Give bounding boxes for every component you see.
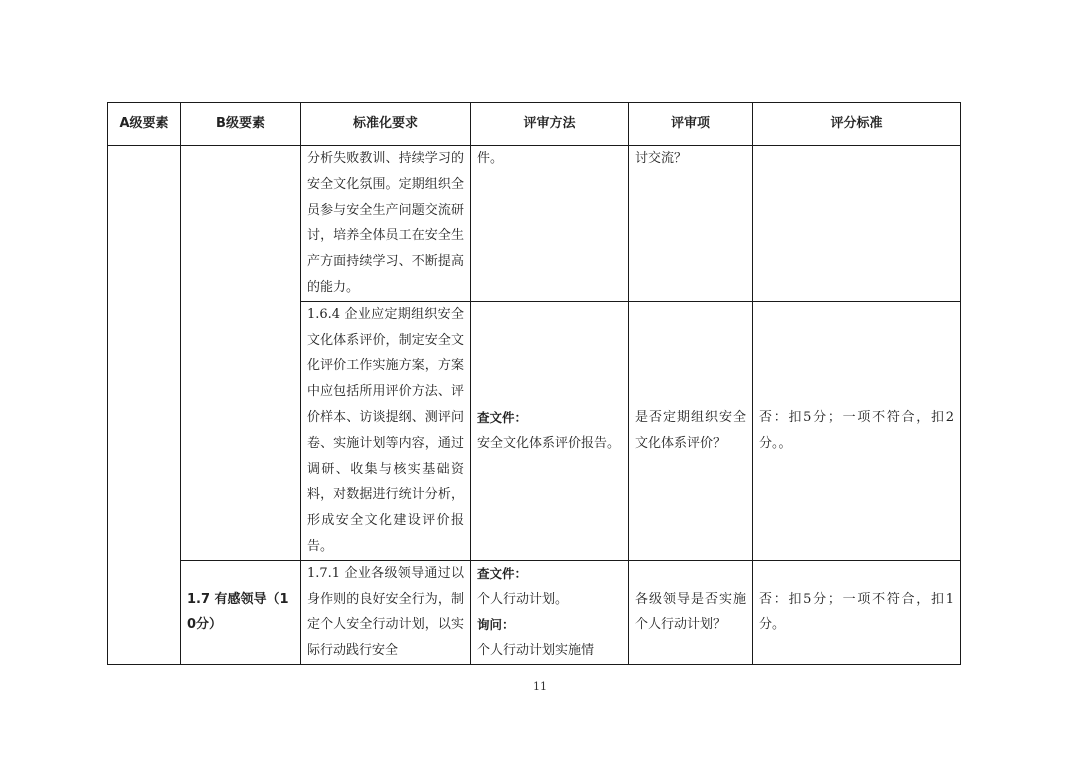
header-a-element: A级要素 <box>108 103 181 146</box>
header-b-element: B级要素 <box>181 103 301 146</box>
requirement-cell: 1.7.1 企业各级领导通过以身作则的良好安全行为，制定个人安全行动计划，以实际行动践行安全 <box>301 560 471 664</box>
table-row <box>108 146 961 302</box>
item-cell: 各级领导是否实施个人行动计划？ <box>629 560 753 664</box>
requirement-cell: 分析失败教训、持续学习的安全文化氛围。定期组织全员参与安全生产问题交流研讨，培养全体员工在安全生产方面持续学习、不断提高的能力。 <box>301 146 471 302</box>
scoring-cell: 否：扣5分；一项不符合，扣1分。 <box>753 560 961 664</box>
method-label: 查文件： <box>477 565 528 581</box>
item-cell: 讨交流？ <box>629 146 753 302</box>
header-scoring: 评分标准 <box>753 103 961 146</box>
method-text: 安全文化体系评价报告。 <box>477 435 621 451</box>
b-element-cell <box>181 560 301 664</box>
header-method: 评审方法 <box>471 103 629 146</box>
scoring-cell: 否：扣5分；一项不符合，扣2分。。 <box>753 301 961 560</box>
page-number: 11 <box>533 680 547 693</box>
header-item: 评审项 <box>629 103 753 146</box>
method-label: 查文件： <box>477 409 528 425</box>
b-element-cell <box>181 146 301 561</box>
table-header-row <box>108 103 961 146</box>
method-cell: 件。 <box>471 146 629 302</box>
b-element-label: 1.7 有感领导（10分） <box>187 591 289 633</box>
requirement-cell: 1.6.4 企业应定期组织安全文化体系评价，制定安全文化评价工作实施方案，方案中应包括所用评价方法、评价样本、访谈提纲、测评问卷、实施计划等内容，通过调研、收集与核实基础资料，对数据进行统计分析，形成安全文化建设评价报告。 <box>301 301 471 560</box>
method-text: 个人行动计划。 <box>477 591 569 607</box>
method-text: 个人行动计划实施情 <box>477 643 595 659</box>
header-requirement: 标准化要求 <box>301 103 471 146</box>
scoring-cell <box>753 146 961 302</box>
a-element-cell <box>108 146 181 665</box>
method-label: 询问： <box>477 617 515 633</box>
item-cell: 是否定期组织安全文化体系评价？ <box>629 301 753 560</box>
method-cell <box>471 560 629 664</box>
table-row <box>108 560 961 664</box>
standards-table <box>107 102 961 665</box>
method-cell <box>471 301 629 560</box>
